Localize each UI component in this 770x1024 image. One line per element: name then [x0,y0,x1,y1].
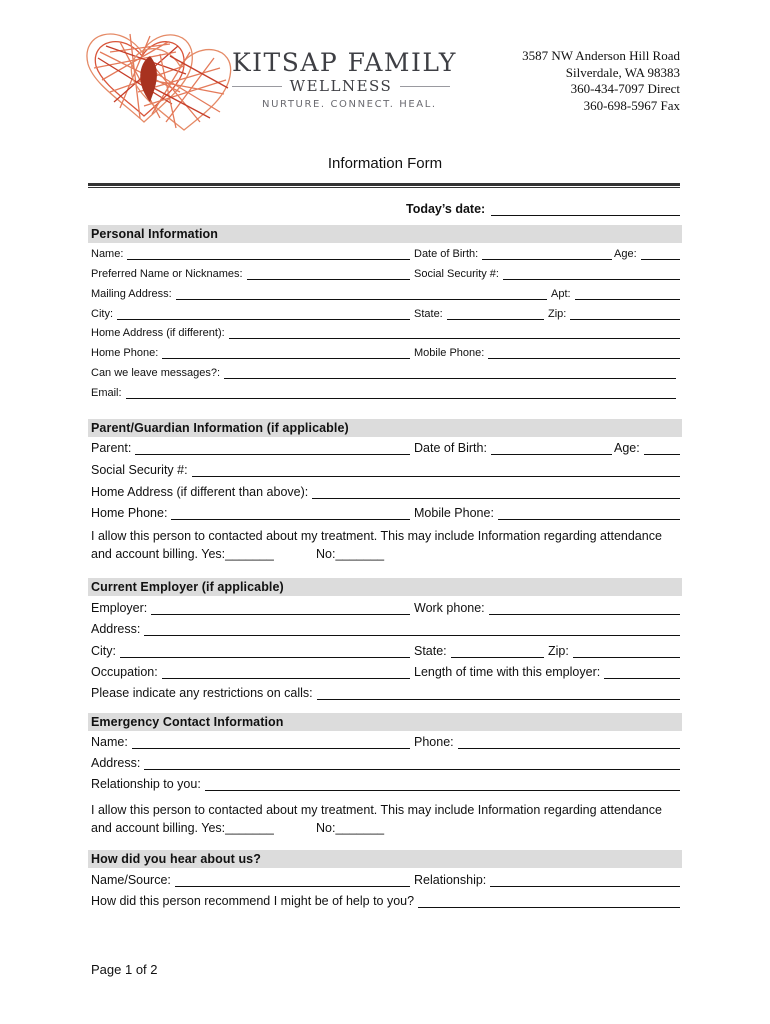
employer-line[interactable] [151,602,410,615]
guardian-consent-text: I allow this person to contacted about my treatment. This may include Information regarding attendance [91,529,662,543]
ssn-line[interactable] [503,269,680,280]
emergency-name-label: Name: [91,735,128,749]
zip-label: Zip: [548,308,567,320]
home-address-label: Home Address (if different): [91,327,225,339]
parent-label: Parent: [91,441,132,455]
employer-zip-label: Zip: [548,644,569,658]
employer-row-restrictions [91,686,680,700]
state-label: State: [414,308,443,320]
apt-line[interactable] [575,289,680,300]
name-line[interactable] [127,249,410,260]
section-current-employer: Current Employer (if applicable) [88,578,682,596]
employment-length-line[interactable] [604,666,680,679]
referral-source-line[interactable] [175,874,410,887]
personal-row-messages [91,367,676,379]
guardian-home-phone-label: Home Phone: [91,506,168,520]
emergency-row-name [91,735,680,749]
preferred-name-line[interactable] [247,269,410,280]
guardian-home-address-label: Home Address (if different than above): [91,485,309,499]
emergency-address-line[interactable] [144,757,680,770]
preferred-name-label: Preferred Name or Nicknames: [91,268,243,280]
guardian-mobile-phone-line[interactable] [498,507,680,520]
emergency-address-field[interactable] [91,756,680,770]
home-phone-field[interactable] [91,347,410,359]
employer-city-line[interactable] [120,645,410,658]
brand-title: KITSAP FAMILY [232,48,457,77]
call-restrictions-label: Please indicate any restrictions on calls: [91,686,313,700]
section-parent-guardian: Parent/Guardian Information (if applicable) [88,419,682,437]
todays-date-label: Today’s date: [406,202,486,216]
emergency-address-label: Address: [91,756,141,770]
occupation-line[interactable] [162,666,410,679]
section-referral: How did you hear about us? [88,850,682,868]
employer-city-field[interactable] [91,644,410,658]
apt-label: Apt: [551,288,571,300]
emergency-consent-yes[interactable]: and account billing. Yes:_______ [91,821,274,835]
address-line: 360-698-5967 Fax [583,97,680,113]
city-line[interactable] [117,309,410,320]
emergency-row-relationship [91,777,680,791]
occupation-label: Occupation: [91,665,158,679]
employer-state-field[interactable] [414,644,544,658]
referral-recommend-field[interactable] [91,894,680,908]
referral-recommend-label: How did this person recommend I might be of help to you? [91,894,415,908]
dob-field[interactable] [414,248,612,260]
brand-subtitle [232,77,450,95]
form-title: Information Form [327,155,443,172]
work-phone-field[interactable] [414,601,680,615]
emergency-relationship-label: Relationship to you: [91,777,201,791]
guardian-ssn-field[interactable] [91,463,680,477]
dob-label: Date of Birth: [414,248,479,260]
right-rule [400,86,450,87]
leave-messages-field[interactable] [91,367,676,379]
personal-row-home-address [91,327,680,339]
referral-row-recommend [91,894,680,908]
email-line[interactable] [126,388,676,399]
employer-zip-line[interactable] [573,645,680,658]
email-field[interactable] [91,387,676,399]
age-line[interactable] [641,249,680,260]
referral-relationship-label: Relationship: [414,873,487,887]
emergency-relationship-field[interactable] [91,777,680,791]
title-divider-thin [88,187,680,188]
guardian-ssn-label: Social Security #: [91,463,188,477]
referral-relationship-line[interactable] [490,874,680,887]
guardian-home-phone-line[interactable] [171,507,410,520]
employer-address-label: Address: [91,622,141,636]
state-field[interactable] [414,308,544,320]
guardian-mobile-phone-field[interactable] [414,506,680,520]
leave-messages-line[interactable] [224,368,676,379]
address-line: 3587 NW Anderson Hill Road [522,48,680,63]
zip-field[interactable] [548,308,680,320]
brand-tagline: NURTURE. CONNECT. HEAL. [262,99,437,110]
mobile-phone-line[interactable] [488,348,680,359]
employment-length-label: Length of time with this employer: [414,665,601,679]
clinic-address [522,48,680,114]
mailing-address-line[interactable] [176,289,547,300]
guardian-consent-yes[interactable]: and account billing. Yes:_______ [91,547,274,561]
emergency-consent [91,801,681,837]
home-address-line[interactable] [229,328,680,339]
section-emergency-contact: Emergency Contact Information [88,713,682,731]
employer-row-name [91,601,680,615]
dob-line[interactable] [482,249,612,260]
employer-field[interactable] [91,601,410,615]
employer-row-occupation [91,665,680,679]
guardian-consent-answers [91,545,681,563]
guardian-row-phones [91,506,680,520]
work-phone-label: Work phone: [414,601,485,615]
mobile-phone-field[interactable] [414,347,680,359]
guardian-age-field[interactable] [614,441,680,455]
personal-row-name [91,248,680,260]
guardian-row-home-address [91,485,680,499]
parent-line[interactable] [135,442,410,455]
left-rule [232,86,282,87]
employer-row-address [91,622,680,636]
age-label: Age: [614,248,637,260]
address-line: Silverdale, WA 98383 [565,64,680,80]
guardian-consent [91,527,681,563]
guardian-mobile-phone-label: Mobile Phone: [414,506,494,520]
occupation-field[interactable] [91,665,410,679]
leave-messages-label: Can we leave messages?: [91,367,221,379]
emergency-phone-field[interactable] [414,735,680,749]
guardian-dob-line[interactable] [491,442,612,455]
personal-row-phones [91,347,680,359]
employer-address-line[interactable] [144,623,680,636]
name-label: Name: [91,248,124,260]
personal-row-email [91,387,676,399]
preferred-name-field[interactable] [91,268,410,280]
employer-state-label: State: [414,644,447,658]
emergency-row-address [91,756,680,770]
employer-row-city [91,644,680,658]
personal-row-preferred [91,268,680,280]
emergency-name-line[interactable] [132,736,410,749]
mailing-address-field[interactable] [91,288,547,300]
employer-label: Employer: [91,601,148,615]
title-divider [88,183,680,186]
employer-city-label: City: [91,644,116,658]
page-number: Page 1 of 2 [91,962,158,977]
mailing-address-label: Mailing Address: [91,288,172,300]
employment-length-field[interactable] [414,665,680,679]
emergency-phone-line[interactable] [458,736,680,749]
todays-date-field[interactable] [406,202,680,216]
guardian-dob-label: Date of Birth: [414,441,487,455]
work-phone-line[interactable] [489,602,680,615]
name-field[interactable] [91,248,410,260]
personal-row-mailing [91,288,680,300]
guardian-row-ssn [91,463,680,477]
employer-state-line[interactable] [451,645,544,658]
guardian-row-parent [91,441,680,455]
employer-address-field[interactable] [91,622,680,636]
section-personal-information: Personal Information [88,225,682,243]
mobile-phone-label: Mobile Phone: [414,347,485,359]
guardian-age-label: Age: [614,441,640,455]
ssn-label: Social Security #: [414,268,499,280]
parent-field[interactable] [91,441,410,455]
guardian-age-line[interactable] [644,442,680,455]
home-phone-line[interactable] [162,348,410,359]
guardian-home-address-line[interactable] [312,486,680,499]
personal-row-city [91,308,680,320]
emergency-name-field[interactable] [91,735,410,749]
address-line: 360-434-7097 Direct [570,81,680,96]
zip-line[interactable] [570,309,680,320]
brand-subtitle-text: WELLNESS [289,77,393,95]
referral-recommend-line[interactable] [418,895,680,908]
guardian-consent-no[interactable]: No:_______ [316,547,385,561]
referral-source-label: Name/Source: [91,873,171,887]
call-restrictions-line[interactable] [317,687,680,700]
city-field[interactable] [91,308,410,320]
employer-zip-field[interactable] [548,644,680,658]
referral-row-source [91,873,680,887]
guardian-home-phone-field[interactable] [91,506,410,520]
emergency-consent-answers [91,819,681,837]
emergency-relationship-line[interactable] [205,778,680,791]
guardian-ssn-line[interactable] [192,464,680,477]
age-field[interactable] [614,248,680,260]
email-label: Email: [91,387,122,399]
call-restrictions-field[interactable] [91,686,680,700]
emergency-consent-text: I allow this person to contacted about my treatment. This may include Information regarding attendance [91,803,662,817]
referral-source-field[interactable] [91,873,410,887]
state-line[interactable] [447,309,544,320]
todays-date-line[interactable] [491,203,680,216]
guardian-home-address-field[interactable] [91,485,680,499]
referral-relationship-field[interactable] [414,873,680,887]
city-label: City: [91,308,113,320]
home-phone-label: Home Phone: [91,347,159,359]
emergency-consent-no[interactable]: No:_______ [316,821,385,835]
ssn-field[interactable] [414,268,680,280]
home-address-field[interactable] [91,327,680,339]
emergency-phone-label: Phone: [414,735,454,749]
guardian-dob-field[interactable] [414,441,612,455]
apt-field[interactable] [551,288,680,300]
